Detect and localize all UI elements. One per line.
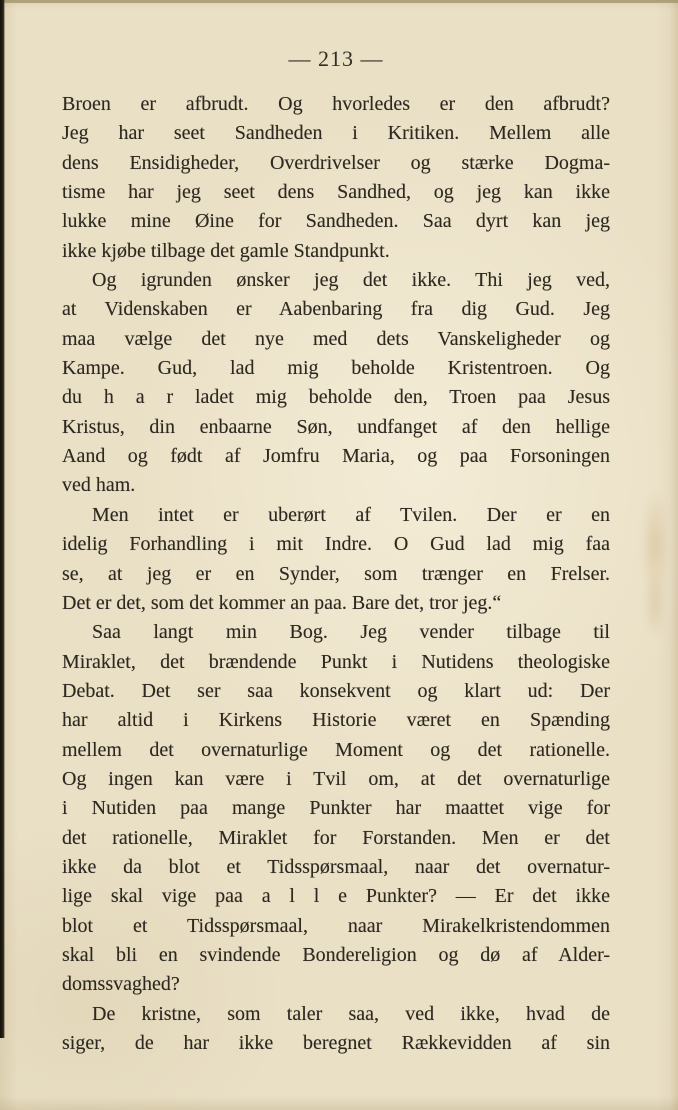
text-line: ikke kjøbe tilbage det gamle Standpunkt. (62, 239, 390, 262)
text-line: Det er det, som det kommer an paa. Bare det, tror jeg.“ (62, 591, 502, 614)
paragraph (62, 90, 610, 266)
text-line: lige skal vige paa a l l e Punkter? — Er det ikke (62, 885, 610, 908)
text-line: Og ingen kan være i Tvil om, at det overnaturlige (62, 767, 610, 790)
text-line: Miraklet, det brændende Punkt i Nutidens theologiske (62, 650, 610, 673)
text-line: Kristus, din enbaarne Søn, undfanget af den hellige (62, 415, 610, 438)
text-line: Kampe. Gud, lad mig beholde Kristentroen. Og (62, 357, 610, 380)
text-line: idelig Forhandling i mit Indre. O Gud lad mig faa (62, 533, 610, 556)
paragraph (62, 618, 610, 999)
text-line: De kristne, som taler saa, ved ikke, hvad de (92, 1002, 610, 1025)
text-block (62, 90, 610, 1058)
text-line: skal bli en svindende Bondereligion og dø af Alder- (62, 943, 610, 966)
scan-edge-top (0, 0, 678, 3)
paragraph (62, 266, 610, 501)
text-line: at Videnskaben er Aabenbaring fra dig Gud. Jeg (62, 298, 610, 321)
text-line: Og igrunden ønsker jeg det ikke. Thi jeg ved, (92, 269, 610, 292)
page-number-header: — 213 — (288, 46, 384, 71)
text-line: tisme har jeg seet dens Sandhed, og jeg kan ikke (62, 181, 610, 204)
text-line: domssvaghed? (62, 973, 180, 996)
text-line: mellem det overnaturlige Moment og det rationelle. (62, 738, 610, 761)
text-line: dens Ensidigheder, Overdrivelser og stærke Dogma- (62, 151, 610, 174)
text-line: har altid i Kirkens Historie været en Spænding (62, 709, 610, 732)
text-line: lukke mine Øine for Sandheden. Saa dyrt kan jeg (62, 210, 610, 233)
paper-stain-inner (640, 560, 670, 650)
text-line: Men intet er uberørt af Tvilen. Der er en (92, 503, 610, 526)
text-line: Broen er afbrudt. Og hvorledes er den afbrudt? (62, 93, 610, 115)
scan-edge-left (0, 0, 5, 1038)
text-line: se, at jeg er en Synder, som trænger en Frelser. (62, 562, 610, 585)
text-line: Aand og født af Jomfru Maria, og paa Forsoningen (62, 445, 610, 468)
text-line: i Nutiden paa mange Punkter har maattet vige for (62, 797, 610, 820)
text-line: du h a r ladet mig beholde den, Troen paa Jesus (62, 386, 610, 409)
text-line: ikke da blot et Tidsspørsmaal, naar det overnatur- (62, 855, 610, 878)
text-line: det rationelle, Miraklet for Forstanden. Men er det (62, 826, 610, 849)
paragraph (62, 1000, 610, 1059)
text-line: ved ham. (62, 474, 136, 497)
text-line: Debat. Det ser saa konsekvent og klart ud: Der (62, 679, 610, 702)
text-line: maa vælge det nye med dets Vanskeligheder og (62, 327, 610, 350)
text-line: blot et Tidsspørsmaal, naar Mirakelkristendommen (62, 914, 610, 937)
paragraph (62, 501, 610, 618)
text-line: siger, de har ikke beregnet Rækkevidden af sin (62, 1032, 610, 1054)
text-line: Jeg har seet Sandheden i Kritiken. Mellem alle (62, 122, 610, 145)
text-line: Saa langt min Bog. Jeg vender tilbage til (92, 621, 610, 644)
